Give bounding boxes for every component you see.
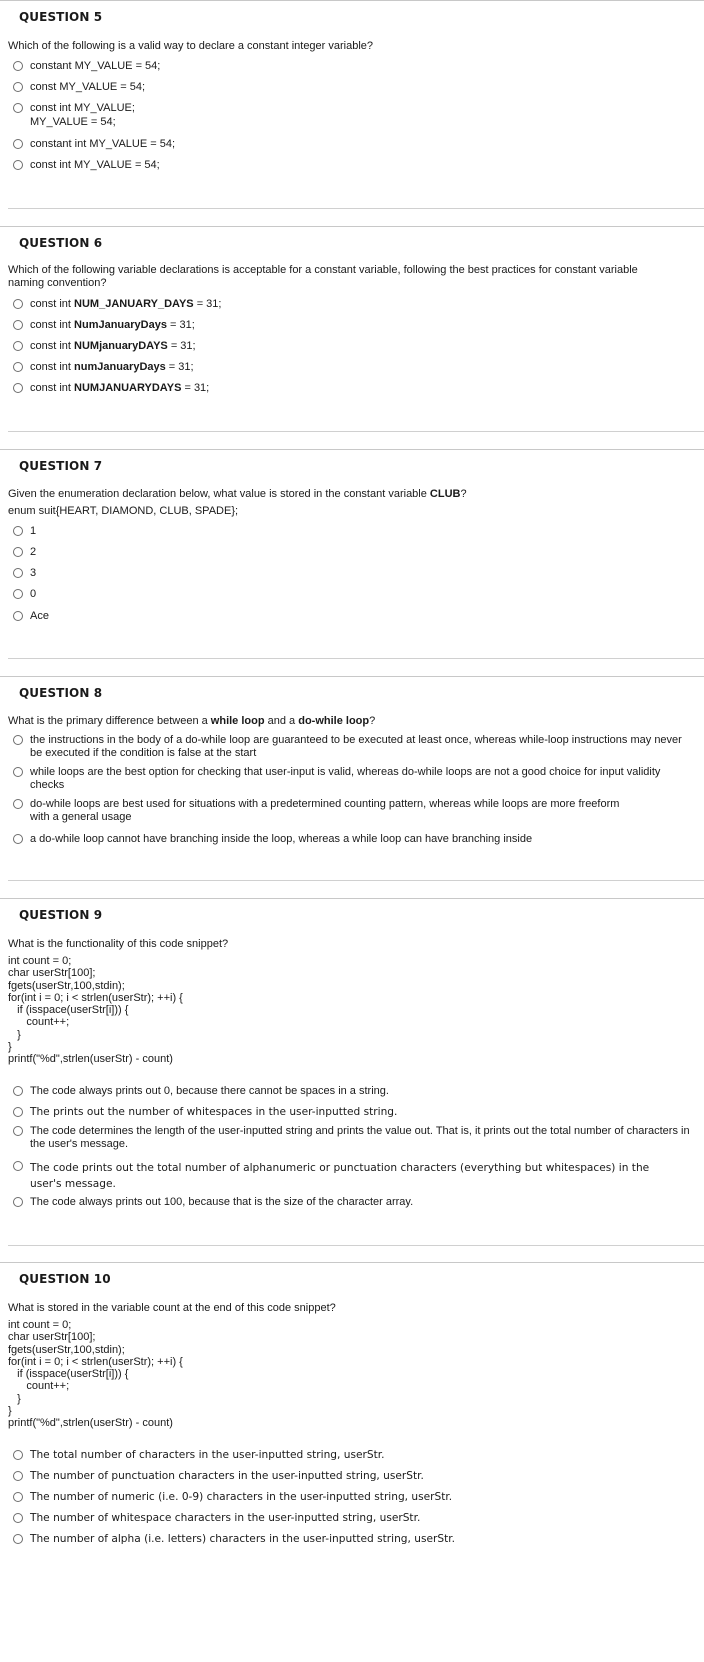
radio-button[interactable] [13,834,23,844]
option-label: The number of whitespace characters in the user-inputted string, userStr. [30,1512,421,1524]
option-code-type: const int [30,298,75,310]
radio-button[interactable] [13,526,23,536]
radio-button[interactable] [13,1086,23,1096]
radio-button[interactable] [13,1161,23,1171]
prompt-term-do-while: do-while loop [298,715,370,727]
question-header [0,1262,704,1295]
option-label: 3 [30,567,37,579]
question-prompt [8,715,668,728]
option-label: const MY_VALUE = 54; [30,81,146,93]
radio-button[interactable] [13,139,23,149]
option-label: The code determines the length of the user-inputted string and prints the value out. That is, it prints out the total number of characters in the user's message. [30,1125,693,1150]
question-header [0,898,704,931]
option-label [30,382,695,395]
option-code-type: const int [30,340,75,352]
prompt-text: and a [264,715,299,727]
radio-button[interactable] [13,568,23,578]
option-code-type: const int [30,361,75,373]
radio-button[interactable] [13,611,23,621]
prompt-end: ? [460,488,467,500]
radio-button[interactable] [13,1107,23,1117]
prompt-text: Given the enumeration declaration below, what value is stored in the constant variable [8,488,430,500]
option-label [30,319,695,332]
radio-button[interactable] [13,799,23,809]
option-label [30,340,695,353]
option-label: The total number of characters in the user-inputted string, userStr. [30,1449,385,1461]
option-label: 0 [30,588,37,600]
option-code-value: = 31; [165,361,194,373]
question-prompt: What is the functionality of this code snippet? [8,938,229,950]
radio-button[interactable] [13,160,23,170]
question-title: QUESTION 5 [19,10,103,24]
question-title: QUESTION 8 [19,686,103,700]
prompt-text: What is the primary difference between a [8,715,211,727]
option-label [30,361,695,374]
radio-button[interactable] [13,362,23,372]
question-divider [8,1245,704,1246]
option-code-value: = 31; [193,298,222,310]
question-title: QUESTION 10 [19,1272,111,1286]
option-code-type: const int [30,319,75,331]
radio-button[interactable] [13,61,23,71]
question-prompt: Which of the following is a valid way to declare a constant integer variable? [8,40,374,52]
option-label: constant int MY_VALUE = 54; [30,138,176,150]
option-label: The code always prints out 100, because that is the size of the character array. [30,1196,414,1208]
radio-button[interactable] [13,735,23,745]
option-label: Ace [30,610,49,622]
radio-button[interactable] [13,1197,23,1207]
option-code-value: = 31; [181,382,210,394]
question-title: QUESTION 7 [19,459,103,473]
question-divider [8,431,704,432]
radio-button[interactable] [13,299,23,309]
option-code-type: const int [30,382,75,394]
option-label: 1 [30,525,37,537]
radio-button[interactable] [13,320,23,330]
option-identifier: NumJanuaryDays [74,319,167,331]
option-label: The code always prints out 0, because there cannot be spaces in a string. [30,1085,389,1097]
option-label: The number of punctuation characters in the user-inputted string, userStr. [30,1470,424,1482]
radio-button[interactable] [13,1450,23,1460]
radio-button[interactable] [13,767,23,777]
option-code-value: = 31; [167,340,196,352]
option-label: The number of numeric (i.e. 0-9) characters in the user-inputted string, userStr. [30,1491,453,1503]
radio-button[interactable] [13,383,23,393]
option-label: The prints out the number of whitespaces in the user-inputted string. [30,1106,398,1118]
radio-button[interactable] [13,1471,23,1481]
question-header [0,0,704,33]
radio-button[interactable] [13,1126,23,1136]
option-identifier: NUM_JANUARY_DAYS [74,298,194,310]
question-title: QUESTION 9 [19,908,103,922]
option-label: while loops are the best option for checking that user-input is valid, whereas do-while loops are not a good choice for input validity checks [30,766,664,791]
option-identifier: NUMjanuaryDAYS [74,340,168,352]
question-prompt: Which of the following variable declarations is acceptable for a constant variable, following the best practices for constant variable naming convention? [8,264,638,289]
radio-button[interactable] [13,341,23,351]
question-divider [8,658,704,659]
option-code-value: = 31; [166,319,195,331]
prompt-term-while: while loop [210,715,265,727]
question-header [0,676,704,709]
option-label [30,298,695,311]
radio-button[interactable] [13,547,23,557]
question-divider [8,208,704,209]
question-prompt [8,488,668,501]
radio-button[interactable] [13,103,23,113]
option-label: a do-while loop cannot have branching inside the loop, whereas a while loop can have branching inside [30,833,533,845]
question-title: QUESTION 6 [19,236,103,250]
code-snippet: enum suit{HEART, DIAMOND, CLUB, SPADE}; [8,505,239,517]
option-label: constant MY_VALUE = 54; [30,60,161,72]
prompt-end: ? [369,715,376,727]
radio-button[interactable] [13,1492,23,1502]
option-label: const int MY_VALUE = 54; [30,159,160,171]
radio-button[interactable] [13,1534,23,1544]
option-label: the instructions in the body of a do-while loop are guaranteed to be executed at least once, whereas while-loop instructions may never be executed if the condition is false at the start [30,734,685,759]
option-label: do-while loops are best used for situations with a predetermined counting pattern, whereas while loops are more freeform with a general usage [30,798,623,823]
option-label: The code prints out the total number of alphanumeric or punctuation characters (everything but whitespaces) in the user's message. [30,1162,653,1190]
option-label: The number of alpha (i.e. letters) characters in the user-inputted string, userStr. [30,1533,455,1545]
question-header [0,226,704,259]
question-divider [8,880,704,881]
radio-button[interactable] [13,589,23,599]
question-header [0,449,704,482]
option-identifier: NUMJANUARYDAYS [74,382,182,394]
code-snippet: int count = 0; char userStr[100]; fgets(userStr,100,stdin); for(int i = 0; i < strlen(userStr); ++i) { if (isspace(userStr[i])) { count++; } } printf("%d",strlen(userStr) - count) [8,1319,183,1430]
radio-button[interactable] [13,1513,23,1523]
radio-button[interactable] [13,82,23,92]
option-label: const int MY_VALUE; MY_VALUE = 54; [30,102,135,128]
prompt-variable: CLUB [429,488,461,500]
option-identifier: numJanuaryDays [74,361,166,373]
question-prompt: What is stored in the variable count at the end of this code snippet? [8,1302,336,1314]
code-snippet: int count = 0; char userStr[100]; fgets(userStr,100,stdin); for(int i = 0; i < strlen(userStr); ++i) { if (isspace(userStr[i])) { count++; } } printf("%d",strlen(userStr) - count) [8,955,183,1066]
option-label: 2 [30,546,37,558]
